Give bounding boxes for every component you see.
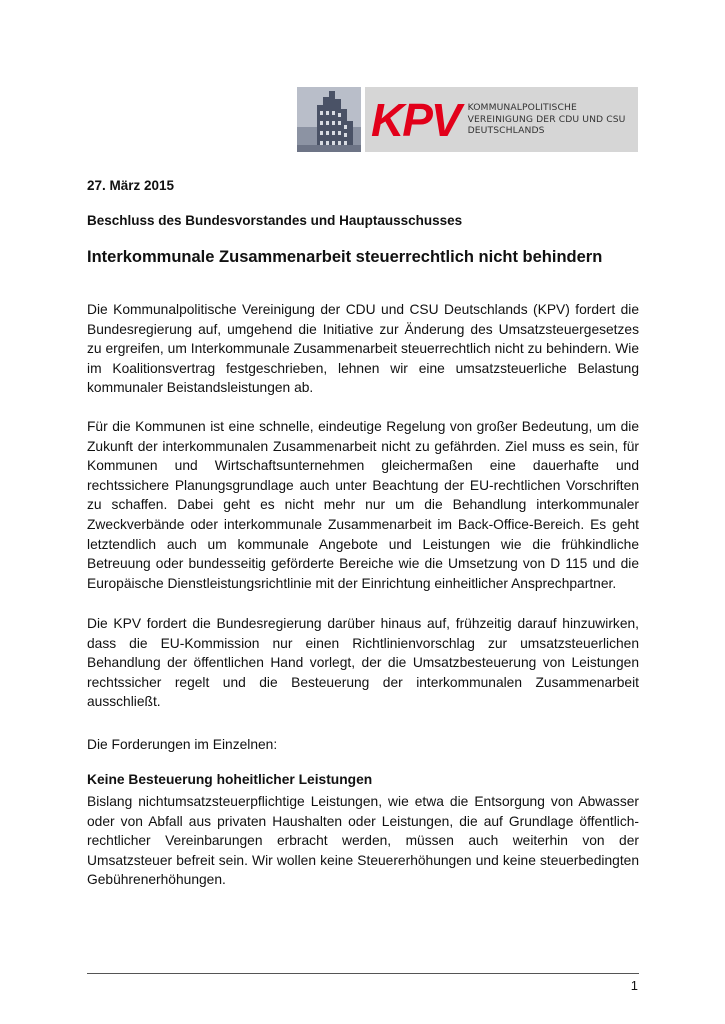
page-number: 1	[630, 978, 638, 993]
paragraph-importance: Für die Kommunen ist eine schnelle, eindeutige Regelung von großer Bedeutung, um die Zukunft der interkommunalen Zusammenarbeit nicht zu gefährden. Ziel muss es sein, für Kommunen und Wirtschaftsunternehmen gleichermaßen eine dauerhafte und rechtssichere Planungsgrundlage auch unter Beachtung der EU-rechtlichen Vorschriften zu schaffen. Dabei geht es nicht mehr nur um die Behandlung interkommunaler Zweckverbände oder interkommunale Zusammenarbeit im Back-Office-Bereich. Es geht letztendlich auch um kommunale Angebote und Leistungen wie die frühkindliche Betreuung oder bundesseitig geförderte Bereiche wie die Umsetzung von D 115 und die Europäische Dienstleistungsrichtlinie mit der Einrichtung einheitlicher Ansprechpartner.	[87, 419, 639, 591]
paragraph-demands-intro: Die Forderungen im Einzelnen:	[87, 737, 278, 752]
document-date: 27. März 2015	[87, 178, 175, 193]
paragraph-intro: Die Kommunalpolitische Vereinigung der CDU und CSU Deutschlands (KPV) fordert die Bundesregierung auf, umgehend die Initiative zur Änderung des Umsatzsteuergesetzes zu ergreifen, um Interkommunale Zusammenarbeit steuerrechtlich nicht zu behindern. Wie im Koalitionsvertrag festgeschrieben, lehnen wir eine umsatzsteuerliche Belastung kommunaler Beistandsleistungen ab.	[87, 302, 639, 396]
document-subtitle: Beschluss des Bundesvorstandes und Hauptausschusses	[87, 213, 463, 228]
building-image	[297, 87, 361, 152]
section-heading: Keine Besteuerung hoheitlicher Leistungen	[87, 772, 373, 787]
org-name-line: DEUTSCHLANDS	[467, 125, 545, 137]
document-title: Interkommunale Zusammenarbeit steuerrechtlich nicht behindern	[87, 248, 603, 266]
kpv-logo	[297, 87, 638, 152]
org-name-line: KOMMUNALPOLITISCHE	[467, 102, 577, 114]
org-name-line: VEREINIGUNG DER CDU UND CSU	[467, 113, 626, 125]
kpv-organization-name	[468, 102, 626, 137]
logo-band	[365, 87, 638, 152]
kpv-wordmark: KPV	[371, 93, 460, 146]
paragraph-eu-commission: Die KPV fordert die Bundesregierung darüber hinaus auf, frühzeitig darauf hinzuwirken, dass die EU-Kommission nur einen Richtlinienvorschlag zur umsatzsteuerlichen Behandlung der öffentlichen Hand vorlegt, der die Umsatzbesteuerung von Leistungen rechtssicher regelt und die Besteuerung der interkommunalen Zusammenarbeit ausschließt.	[87, 616, 639, 710]
footer-divider	[87, 973, 639, 974]
section-paragraph: Bislang nichtumsatzsteuerpflichtige Leistungen, wie etwa die Entsorgung von Abwasser oder von Abfall aus privaten Haushalten oder Leistungen, die auf Grundlage öffentlich-rechtlicher Vereinbarungen erbracht werden, müssen auch weiterhin von der Umsatzsteuer befreit sein. Wir wollen keine Steuererhöhungen und keine steuerbedingten Gebührenerhöhungen.	[87, 794, 639, 888]
